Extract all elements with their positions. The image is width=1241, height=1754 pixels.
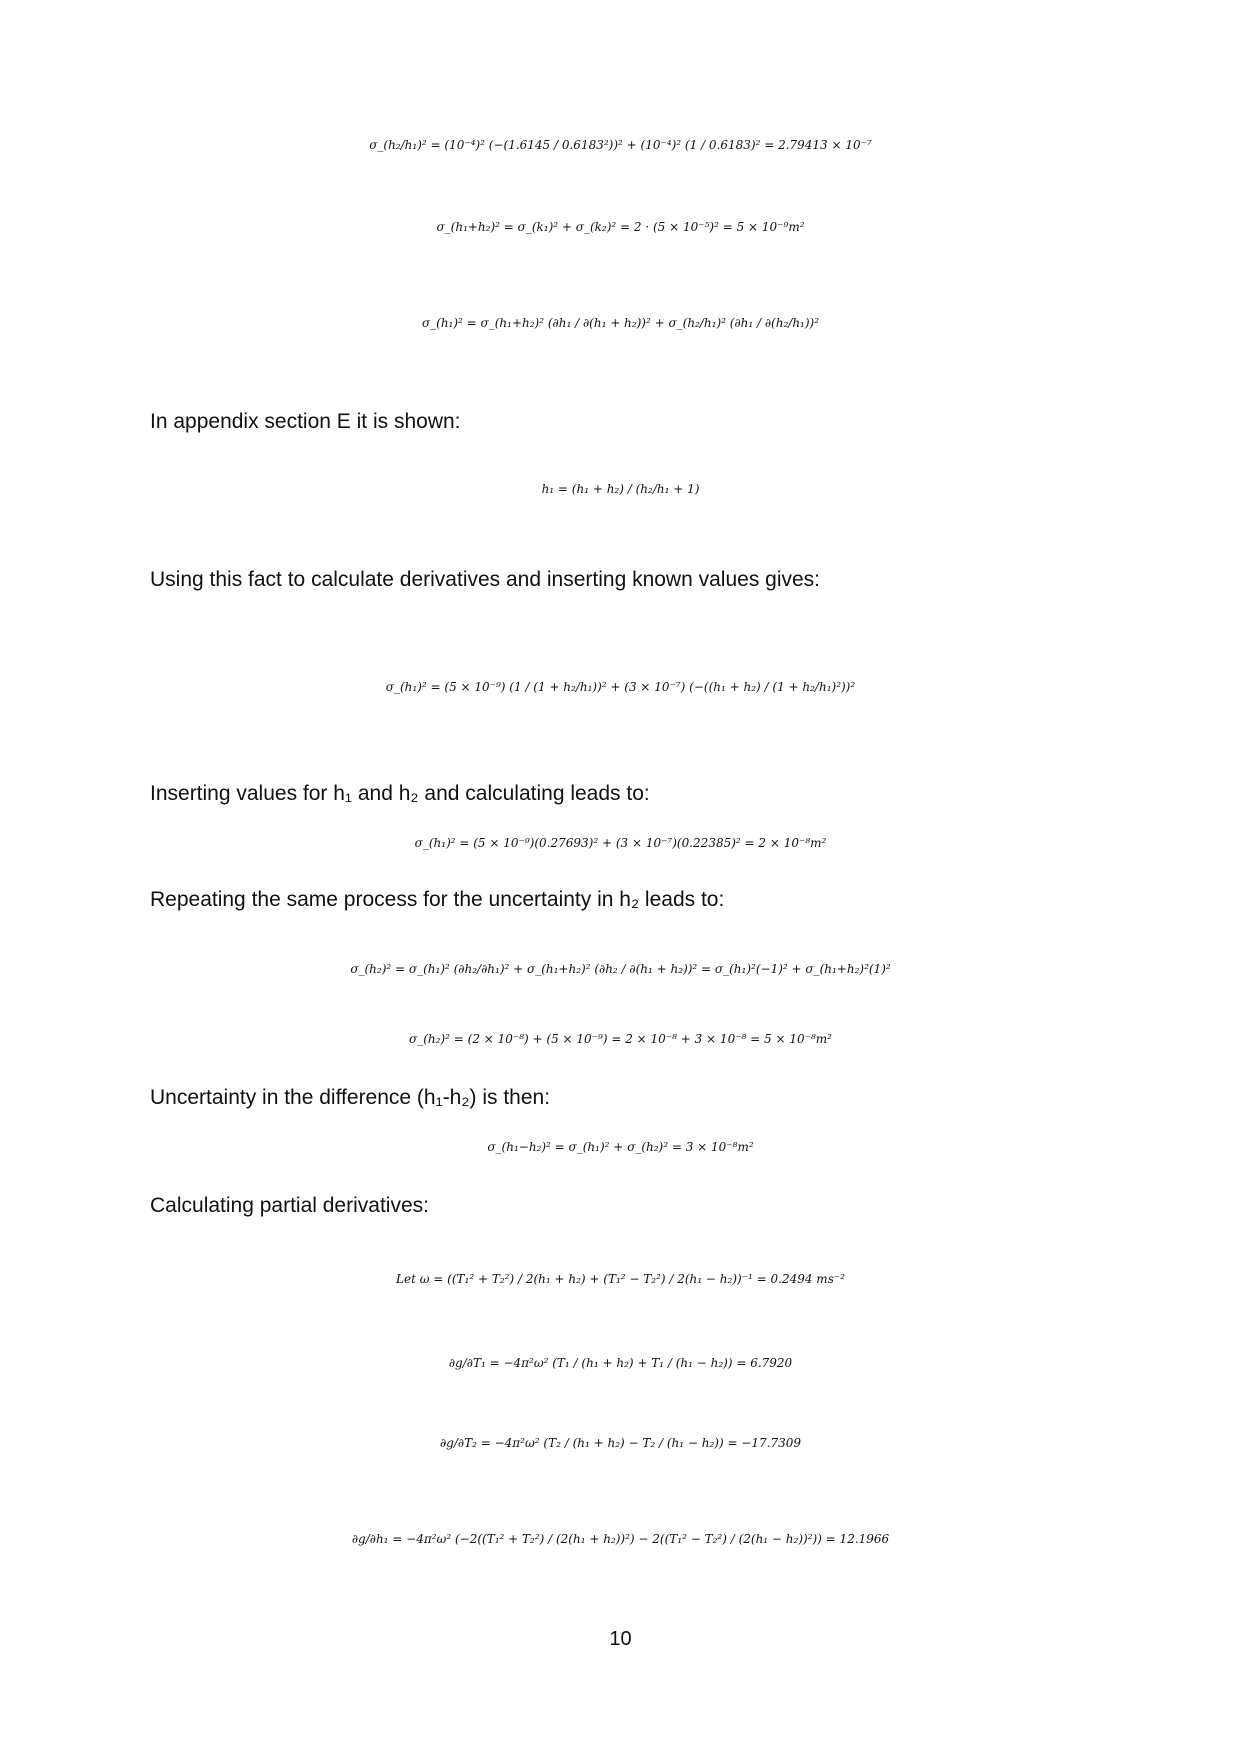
paragraph-repeating: Repeating the same process for the uncertainty in h₂ leads to: bbox=[150, 888, 725, 911]
paragraph-derivatives: Using this fact to calculate derivatives and inserting known values gives: bbox=[150, 568, 821, 591]
equation-sigma-h2-general: σ_(h₂)² = σ_(h₁)² (∂h₂/∂h₁)² + σ_(h₁+h₂)² (∂h₂ / ∂(h₁ + h₂))² = σ_(h₁)²(−1)² + σ_(h₁+h₂)²(1)² bbox=[350, 962, 891, 976]
paragraph-inserting-values: Inserting values for h₁ and h₂ and calculating leads to: bbox=[150, 782, 650, 805]
equation-dg-dt2: ∂g/∂T₂ = −4π²ω² (T₂ / (h₁ + h₂) − T₂ / (h₁ − h₂)) = −17.7309 bbox=[439, 1436, 802, 1450]
equation-sigma-h1-plus-h2: σ_(h₁+h₂)² = σ_(k₁)² + σ_(k₂)² = 2 · (5 × 10⁻⁵)² = 5 × 10⁻⁹m² bbox=[436, 220, 805, 234]
paragraph-appendix: In appendix section E it is shown: bbox=[150, 410, 461, 433]
equation-dg-dh1: ∂g/∂h₁ = −4π²ω² (−2((T₁² + T₂²) / (2(h₁ + h₂))²) − 2((T₁² − T₂²) / (2(h₁ − h₂))²)) = 12.1966 bbox=[351, 1532, 890, 1546]
equation-sigma-h2-over-h1: σ_(h₂/h₁)² = (10⁻⁴)² (−(1.6145 / 0.6183²))² + (10⁻⁴)² (1 / 0.6183)² = 2.79413 × 10⁻⁷ bbox=[369, 138, 872, 152]
page-number: 10 bbox=[609, 1628, 632, 1650]
equation-sigma-h2-result: σ_(h₂)² = (2 × 10⁻⁸) + (5 × 10⁻⁹) = 2 × 10⁻⁸ + 3 × 10⁻⁸ = 5 × 10⁻⁸m² bbox=[409, 1032, 832, 1046]
equation-sigma-difference: σ_(h₁−h₂)² = σ_(h₁)² + σ_(h₂)² = 3 × 10⁻⁸m² bbox=[487, 1140, 754, 1154]
equation-omega: Let ω = ((T₁² + T₂²) / 2(h₁ + h₂) + (T₁² − T₂²) / 2(h₁ − h₂))⁻¹ = 0.2494 ms⁻² bbox=[396, 1272, 845, 1286]
equation-sigma-h1-substituted: σ_(h₁)² = (5 × 10⁻⁹) (1 / (1 + h₂/h₁))² + (3 × 10⁻⁷) (−((h₁ + h₂) / (1 + h₂/h₁)²))² bbox=[385, 680, 856, 694]
equation-sigma-h1-result: σ_(h₁)² = (5 × 10⁻⁹)(0.27693)² + (3 × 10⁻⁷)(0.22385)² = 2 × 10⁻⁸m² bbox=[414, 836, 827, 850]
paragraph-partial-derivatives: Calculating partial derivatives: bbox=[150, 1194, 429, 1217]
equation-h1-identity: h₁ = (h₁ + h₂) / (h₂/h₁ + 1) bbox=[541, 482, 700, 496]
equation-sigma-h1-general: σ_(h₁)² = σ_(h₁+h₂)² (∂h₁ / ∂(h₁ + h₂))² + σ_(h₂/h₁)² (∂h₁ / ∂(h₂/h₁))² bbox=[421, 316, 820, 330]
equation-dg-dt1: ∂g/∂T₁ = −4π²ω² (T₁ / (h₁ + h₂) + T₁ / (h₁ − h₂)) = 6.7920 bbox=[448, 1356, 793, 1370]
paragraph-uncertainty-difference: Uncertainty in the difference (h₁-h₂) is then: bbox=[150, 1086, 551, 1109]
